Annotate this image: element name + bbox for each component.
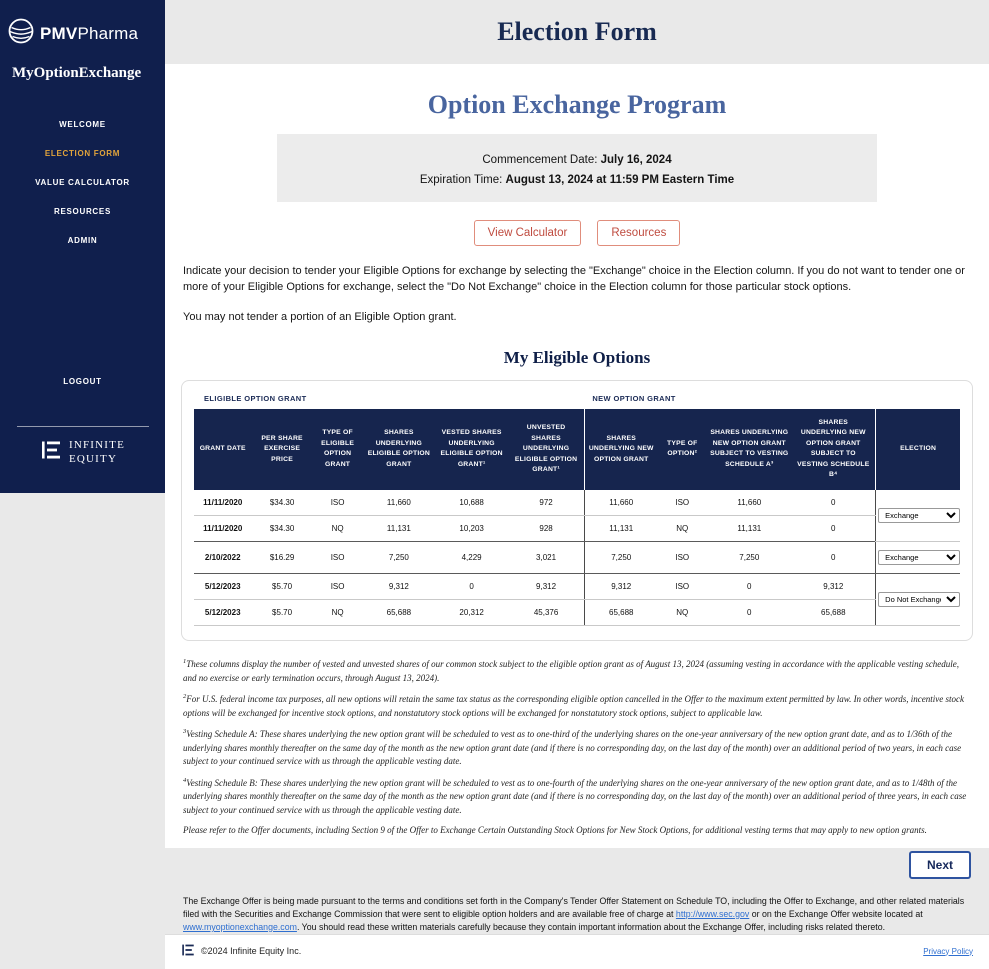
commencement-label: Commencement Date: <box>482 154 601 166</box>
eligible-options-card <box>181 380 973 641</box>
table-cell: 5/12/2023 <box>194 600 251 626</box>
page-title: Election Form <box>497 17 657 46</box>
table-cell: 2/10/2022 <box>194 542 251 574</box>
col-schedule-b: SHARES UNDERLYING NEW OPTION GRANT SUBJECT TO VESTING SCHEDULE B⁴ <box>791 409 875 490</box>
table-cell: 9,312 <box>362 574 435 600</box>
table-header-row <box>194 409 960 490</box>
election-cell <box>876 542 960 574</box>
myoptionexchange-link[interactable]: www.myoptionexchange.com <box>183 921 297 932</box>
table-cell: $34.30 <box>251 516 312 542</box>
copyright-text: ©2024 Infinite Equity Inc. <box>201 946 302 957</box>
table-row <box>194 490 960 516</box>
table-cell: 5/12/2023 <box>194 574 251 600</box>
resources-button[interactable]: Resources <box>597 220 680 246</box>
expiration-value: August 13, 2024 at 11:59 PM Eastern Time <box>505 174 735 186</box>
privacy-policy-link[interactable]: Privacy Policy <box>923 946 973 956</box>
main-content <box>165 0 989 957</box>
election-select-grant-2[interactable] <box>878 550 960 565</box>
footnote-1: $^1$These columns display the number of vested and unvested shares of our common stock subject to the eligible option grant as of August 13, 2024 (assuming vesting in accordance with the applicable vesting schedule, and no exercise or early termination occurs, through August 13, 2024). <box>183 658 960 683</box>
exchange-offer-disclaimer <box>183 895 971 935</box>
next-button-row <box>183 851 971 879</box>
group-label-new: NEW OPTION GRANT <box>592 393 676 403</box>
company-name: PMVPharma <box>40 23 139 43</box>
table-row <box>194 574 960 600</box>
election-cell <box>876 490 960 542</box>
infinite-equity-wordmark: INFINITE EQUITY <box>68 439 126 465</box>
table-cell: NQ <box>657 600 707 626</box>
col-election: ELECTION <box>876 409 960 490</box>
table-cell: 7,250 <box>585 542 658 574</box>
table-cell: 0 <box>707 574 791 600</box>
col-unvested-shares: UNVESTED SHARES UNDERLYING ELIGIBLE OPTION GRANT¹ <box>508 409 585 490</box>
table-cell: 7,250 <box>362 542 435 574</box>
table-cell: 11,131 <box>585 516 658 542</box>
table-cell: 3,021 <box>508 542 585 574</box>
table-cell: 928 <box>508 516 585 542</box>
expiration-label: Expiration Time: <box>419 174 506 186</box>
page-header <box>165 0 989 64</box>
table-cell: 10,688 <box>435 490 508 516</box>
eligible-options-table <box>194 409 960 626</box>
col-shares-eligible: SHARES UNDERLYING ELIGIBLE OPTION GRANT <box>362 409 435 490</box>
table-row <box>194 542 960 574</box>
sidebar-divider <box>17 426 149 427</box>
expiration-time-line <box>277 174 877 186</box>
col-shares-new: SHARES UNDERLYING NEW OPTION GRANT <box>585 409 658 490</box>
sidebar <box>0 0 165 493</box>
table-cell: 9,312 <box>791 574 875 600</box>
table-cell: 11,660 <box>585 490 658 516</box>
group-label-eligible: ELIGIBLE OPTION GRANT <box>204 393 307 403</box>
table-cell: NQ <box>313 600 363 626</box>
election-cell <box>876 574 960 626</box>
table-cell: ISO <box>313 490 363 516</box>
pmv-logo-icon <box>8 18 34 49</box>
table-cell: 65,688 <box>362 600 435 626</box>
sec-gov-link[interactable]: http://www.sec.gov <box>675 908 750 919</box>
disclaimer-text: The Exchange Offer is being made pursuant to the terms and conditions set forth in the Company's Tender Offer Statement on Schedule TO, including the Offer to Exchange, and other related materials filed with the Securities and Exchange Commission that were sent to eligible option holders and are available free of charge at <box>183 895 965 919</box>
table-cell: ISO <box>313 574 363 600</box>
footnote-2: $^2$For U.S. federal income tax purposes, all new options will retain the same tax status as the corresponding eligible option cancelled in the Offer to the maximum extent permitted by law. In other words, incentive stock options will be exchanged for incentive stock options, and nonstatutory stock options will be exchanged for nonstatutory stock options, subject to applicable law. <box>183 693 964 718</box>
commencement-date-line <box>277 154 877 166</box>
table-cell: ISO <box>313 542 363 574</box>
table-cell: 9,312 <box>585 574 658 600</box>
table-cell: 65,688 <box>791 600 875 626</box>
col-type-eligible: TYPE OF ELIGIBLE OPTION GRANT <box>313 409 363 490</box>
instructions-paragraph-1: Indicate your decision to tender your Eligible Options for exchange by selecting the "Exchange" choice in the Election column. If you do not want to tender one or more of your Eligible Options for exchange, select the "Do Not Exchange" choice in the Election column for those particular stock options. <box>183 265 965 293</box>
table-cell: 10,203 <box>435 516 508 542</box>
sidebar-nav <box>0 110 165 255</box>
table-cell: ISO <box>657 542 707 574</box>
table-cell: 0 <box>791 516 875 542</box>
disclaimer-text: . You should read these written materials carefully because they contain important information about the Exchange Offer, including risks related thereto. <box>296 921 886 932</box>
table-cell: 0 <box>791 490 875 516</box>
commencement-value: July 16, 2024 <box>600 154 672 166</box>
footnote-4: $^4$Vesting Schedule B: These shares underlying the new option grant will be scheduled to vest as to one-fourth of the underlying shares on the one-year anniversary of the new option grant date, and as to 1/48th of the underlying shares monthly thereafter on the same day of the month as the new option grant date (and if there is no corresponding day, on the last day of the month) over an additional period of three years, in each case subject to your continued service with us through the applicable vesting date. <box>183 776 967 815</box>
election-select-grant-3[interactable] <box>878 592 960 607</box>
table-cell: 45,376 <box>508 600 585 626</box>
offer-dates-box <box>277 134 877 202</box>
sidebar-item-resources[interactable]: RESOURCES <box>54 207 111 216</box>
next-button[interactable]: Next <box>909 851 971 879</box>
table-cell: 11,131 <box>707 516 791 542</box>
footer <box>165 934 989 969</box>
table-cell: 11,131 <box>362 516 435 542</box>
company-logo <box>8 18 138 49</box>
sidebar-item-election-form[interactable]: ELECTION FORM <box>44 149 121 158</box>
table-cell: ISO <box>657 574 707 600</box>
footnote-refer: Please refer to the Offer documents, including Section 9 of the Offer to Exchange Certain Outstanding Stock Options for New Stock Options, for additional vesting terms that may apply to new option grants. <box>183 825 927 835</box>
sidebar-item-welcome[interactable]: WELCOME <box>59 120 106 129</box>
table-cell: ISO <box>657 490 707 516</box>
table-cell: 972 <box>508 490 585 516</box>
footnote-3: $^3$Vesting Schedule A: These shares underlying the new option grant will be scheduled to vest as to one-third of the underlying shares on the one-year anniversary of the new option grant date, and as to 1/36th of the underlying shares monthly thereafter on the same day of the month as the new option grant date (and if there is no corresponding day, on the last day of the month) over an additional period of two years, in each case subject to your continued service with us through the applicable vesting date. <box>183 728 962 766</box>
app-name: MyOptionExchange <box>12 65 142 81</box>
disclaimer-text: or on the Exchange Offer website located at <box>749 908 923 919</box>
table-cell: 4,229 <box>435 542 508 574</box>
table-row <box>194 600 960 626</box>
table-cell: 11,660 <box>707 490 791 516</box>
table-cell: 7,250 <box>707 542 791 574</box>
table-cell: 0 <box>707 600 791 626</box>
program-title: Option Exchange Program <box>427 90 727 119</box>
election-select-grant-1[interactable] <box>878 508 960 523</box>
table-cell: 0 <box>435 574 508 600</box>
table-cell: 11,660 <box>362 490 435 516</box>
table-cell: NQ <box>657 516 707 542</box>
footer-copyright <box>181 943 301 959</box>
table-cell: NQ <box>313 516 363 542</box>
table-cell: $34.30 <box>251 490 312 516</box>
table-cell: $16.29 <box>251 542 312 574</box>
table-cell: 9,312 <box>508 574 585 600</box>
table-cell: 20,312 <box>435 600 508 626</box>
instructions-paragraph-2: You may not tender a portion of an Eligible Option grant. <box>183 310 457 323</box>
col-exercise-price: PER SHARE EXERCISE PRICE <box>251 409 312 490</box>
infinite-equity-logo <box>40 439 125 466</box>
table-cell: $5.70 <box>251 574 312 600</box>
footnotes <box>183 657 971 845</box>
sidebar-item-value-calculator[interactable]: VALUE CALCULATOR <box>35 178 130 187</box>
col-type-new: TYPE OF OPTION² <box>657 409 707 490</box>
table-cell: $5.70 <box>251 600 312 626</box>
col-grant-date: GRANT DATE <box>194 409 251 490</box>
sidebar-column <box>0 0 165 848</box>
action-buttons-row <box>165 220 989 246</box>
view-calculator-button[interactable]: View Calculator <box>474 220 582 246</box>
table-cell: 0 <box>791 542 875 574</box>
table-cell: 11/11/2020 <box>194 490 251 516</box>
eligible-options-title: My Eligible Options <box>503 347 651 367</box>
sidebar-item-admin[interactable]: ADMIN <box>67 236 98 245</box>
infinite-equity-footer-icon <box>181 943 195 959</box>
col-vested-shares: VESTED SHARES UNDERLYING ELIGIBLE OPTION GRANT¹ <box>435 409 508 490</box>
table-row <box>194 516 960 542</box>
col-schedule-a: SHARES UNDERLYING NEW OPTION GRANT SUBJECT TO VESTING SCHEDULE A³ <box>707 409 791 490</box>
table-group-labels <box>194 393 960 409</box>
logout-button[interactable]: LOGOUT <box>63 377 102 386</box>
infinite-equity-icon <box>40 439 62 466</box>
table-cell: 11/11/2020 <box>194 516 251 542</box>
table-cell: 65,688 <box>585 600 658 626</box>
